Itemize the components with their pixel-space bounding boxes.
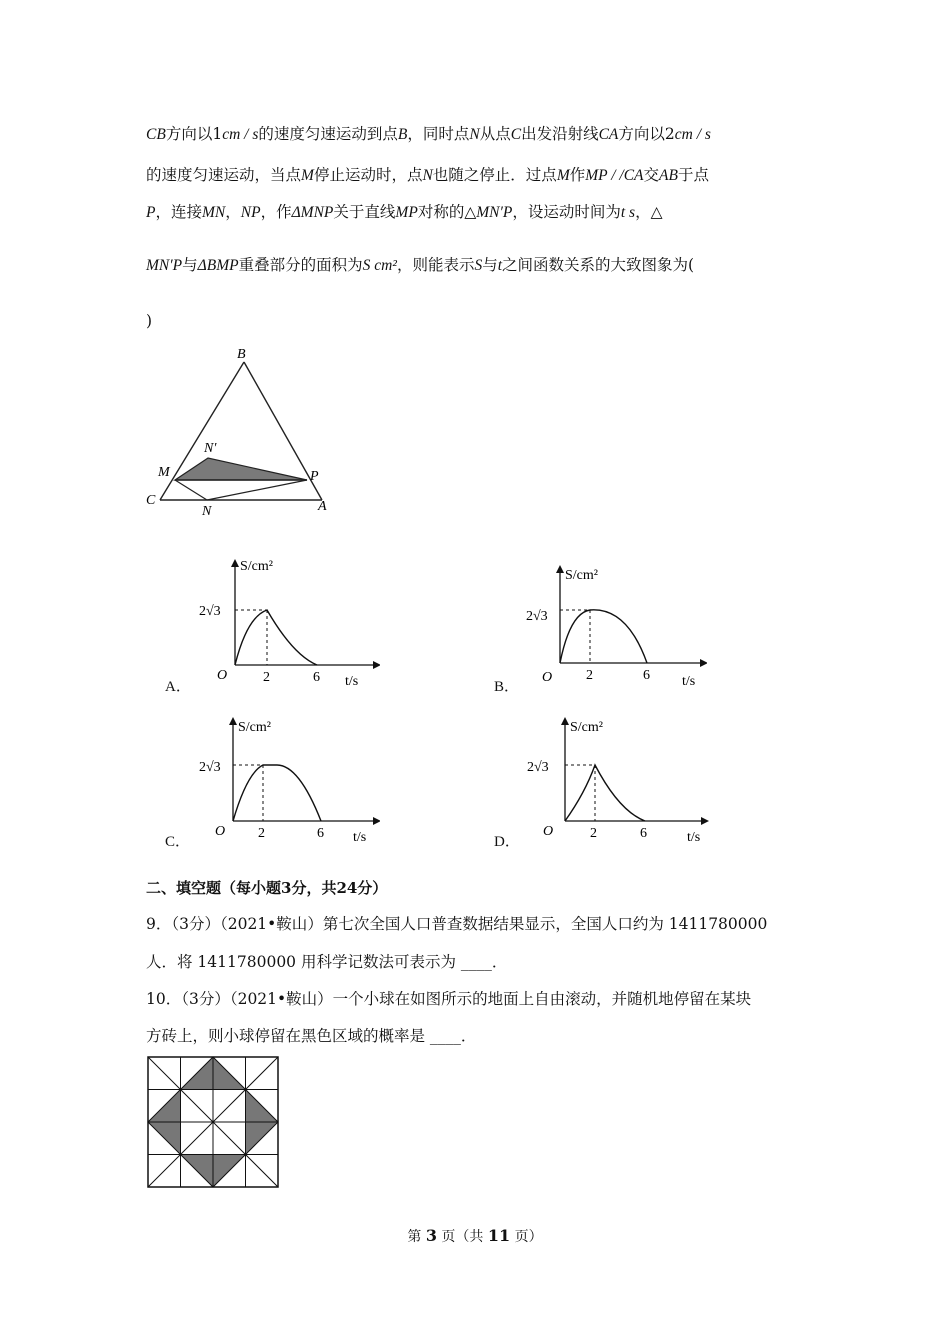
y-value: 2√3 <box>199 604 221 619</box>
origin: O <box>215 824 226 839</box>
x-tick-6: 6 <box>643 668 650 683</box>
x-tick-2: 2 <box>586 668 593 683</box>
q8-line-3: P，连接MN，NP，作ΔMNP关于直线MP对称的△MN′P，设运动时间为t s，△ <box>146 203 663 221</box>
option-b-label[interactable]: B． <box>494 679 520 695</box>
y-value: 2√3 <box>199 760 221 775</box>
option-a-label[interactable]: A． <box>165 679 191 695</box>
origin: O <box>217 668 228 683</box>
y-axis-arrow <box>556 565 564 573</box>
label-n-prime: N′ <box>204 441 217 456</box>
section-2-heading: 二、填空题（每小题3分，共24分） <box>146 879 388 897</box>
q9-line-2: 人．将 1411780000 用科学记数法可表示为 ____． <box>146 953 508 971</box>
q8-line-4: MN′P与ΔBMP重叠部分的面积为S cm²，则能表示S与t之间函数关系的大致图象为( <box>146 256 695 274</box>
x-axis-arrow <box>373 661 380 669</box>
triangle-figure <box>140 340 340 520</box>
origin: O <box>542 670 553 685</box>
x-label: t/s <box>353 830 367 845</box>
q10-line-2: 方砖上，则小球停留在黑色区域的概率是 ____． <box>146 1027 477 1045</box>
y-label: S/cm² <box>565 568 598 583</box>
overlap-region <box>175 458 307 480</box>
x-tick-2: 2 <box>258 826 265 841</box>
x-tick-6: 6 <box>317 826 324 841</box>
segment-np <box>207 480 307 500</box>
x-label: t/s <box>687 830 701 845</box>
curve <box>560 610 647 663</box>
x-tick-2: 2 <box>263 670 270 685</box>
option-d-graph[interactable] <box>527 713 712 848</box>
curve <box>233 765 321 821</box>
y-label: S/cm² <box>570 720 603 735</box>
option-a-graph[interactable] <box>195 555 380 690</box>
option-b-graph[interactable] <box>522 563 707 698</box>
y-label: S/cm² <box>240 559 273 574</box>
x-label: t/s <box>345 674 359 689</box>
q8-line-2: 的速度匀速运动，当点M停止运动时，点N也随之停止．过点M作MP / /CA交AB于点 <box>146 166 709 184</box>
y-label: S/cm² <box>238 720 271 735</box>
y-axis-arrow <box>229 717 237 725</box>
y-value: 2√3 <box>527 760 549 775</box>
option-c-graph[interactable] <box>195 713 380 848</box>
q8-line-1: CB方向以1cm / s的速度匀速运动到点B，同时点N从点C出发沿射线CA方向以2cm / s <box>146 125 711 143</box>
x-axis-arrow <box>700 659 707 667</box>
x-axis-arrow <box>373 817 380 825</box>
tile-figure <box>147 1056 279 1188</box>
x-tick-2: 2 <box>590 826 597 841</box>
curve <box>235 610 317 665</box>
curve <box>565 765 645 821</box>
option-c-label[interactable]: C． <box>165 834 191 850</box>
x-label: t/s <box>682 674 696 689</box>
q10-line-1: 10．（3分）（2021•鞍山）一个小球在如图所示的地面上自由滚动，并随机地停留在某块 <box>146 990 752 1008</box>
q9-line-1: 9．（3分）（2021•鞍山）第七次全国人口普查数据结果显示，全国人口约为 1411780000 <box>146 915 768 933</box>
q8-line-5: ) <box>146 312 153 330</box>
label-a: A <box>318 499 327 514</box>
label-c: C <box>146 493 156 508</box>
y-value: 2√3 <box>526 609 548 624</box>
option-d-label[interactable]: D． <box>494 834 520 850</box>
label-b: B <box>237 347 246 362</box>
label-n: N <box>202 504 212 519</box>
segment-mn <box>175 480 207 500</box>
page-footer: 第 3 页（共 11 页） <box>407 1226 543 1245</box>
x-tick-6: 6 <box>313 670 320 685</box>
y-axis-arrow <box>231 559 239 567</box>
label-p: P <box>310 469 319 484</box>
x-tick-6: 6 <box>640 826 647 841</box>
origin: O <box>543 824 554 839</box>
y-axis-arrow <box>561 717 569 725</box>
x-axis-arrow <box>701 817 709 825</box>
label-m: M <box>158 465 170 480</box>
